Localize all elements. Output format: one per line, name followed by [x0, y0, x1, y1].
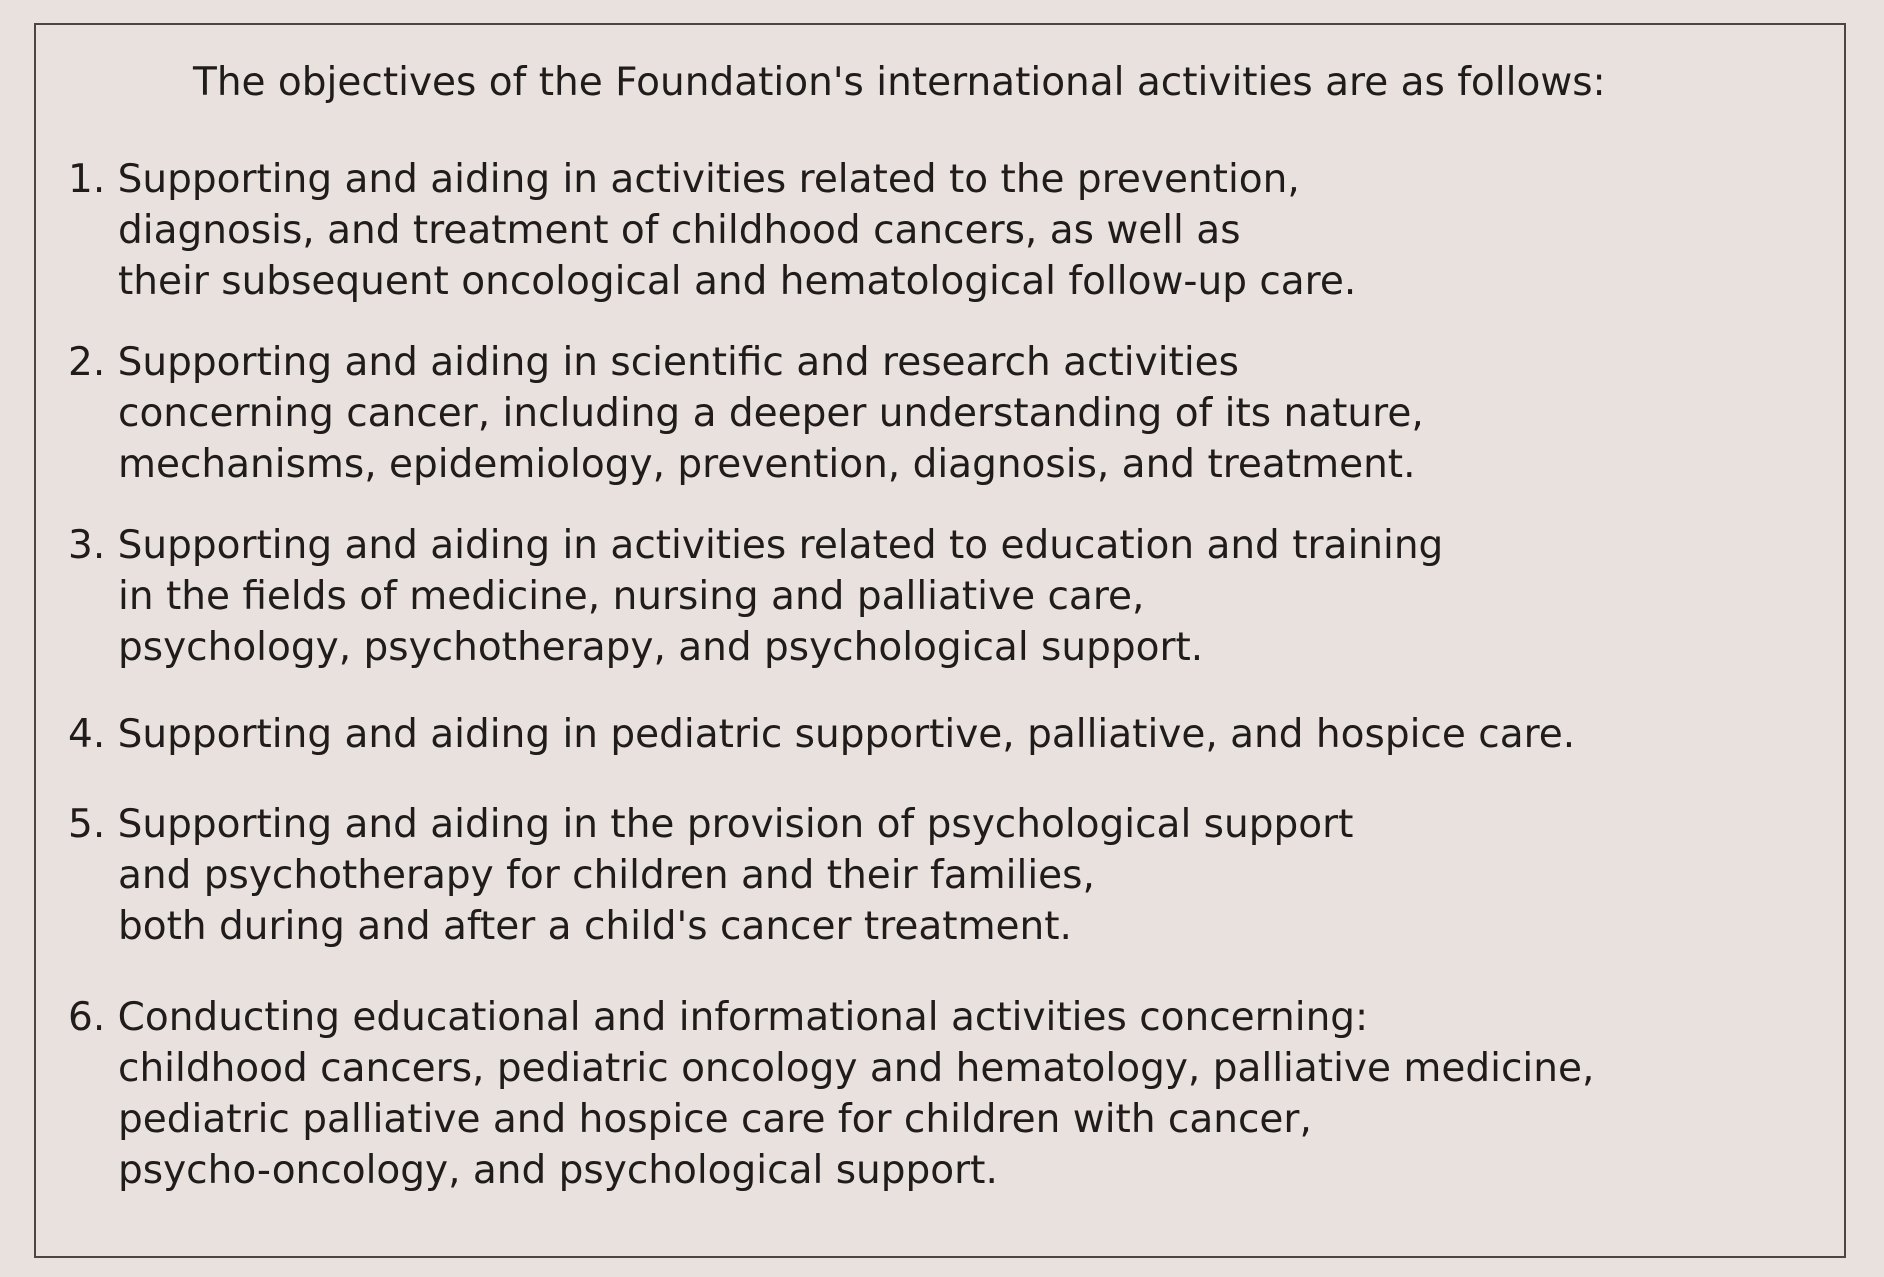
objective-number: 6.: [68, 995, 106, 1040]
objective-text: psychology, psychotherapy, and psychological support.: [118, 625, 1204, 670]
objective-number: 1.: [68, 157, 106, 202]
objective-line: [68, 154, 1356, 205]
objective-number: 5.: [68, 802, 106, 847]
objective-line: [68, 992, 1594, 1043]
objective-text: Supporting and aiding in activities related to education and training: [117, 523, 1444, 568]
objective-line: [68, 337, 1424, 388]
objective-item-6: [68, 992, 1594, 1196]
objective-text: pediatric palliative and hospice care for children with cancer,: [118, 1097, 1312, 1142]
objective-item-5: [68, 799, 1353, 952]
objective-text: and psychotherapy for children and their families,: [118, 853, 1095, 898]
objective-text: concerning cancer, including a deeper understanding of its nature,: [118, 391, 1424, 436]
objective-text: Supporting and aiding in the provision of psychological support: [117, 802, 1354, 847]
objective-text: diagnosis, and treatment of childhood cancers, as well as: [118, 208, 1241, 253]
objective-text: Supporting and aiding in pediatric supportive, palliative, and hospice care.: [117, 712, 1576, 757]
objective-text: Conducting educational and informational activities concerning:: [117, 995, 1369, 1040]
objective-number: 2.: [68, 340, 106, 385]
objective-item-2: [68, 337, 1424, 490]
objective-text: their subsequent oncological and hematological follow-up care.: [118, 259, 1357, 304]
objective-item-1: [68, 154, 1356, 307]
objective-item-3: [68, 520, 1443, 673]
objective-item-4: [68, 709, 1575, 760]
objective-text: Supporting and aiding in scientific and research activities: [117, 340, 1239, 385]
objective-text: mechanisms, epidemiology, prevention, diagnosis, and treatment.: [118, 442, 1416, 487]
objective-number: 4.: [68, 712, 106, 757]
objective-line: [68, 520, 1443, 571]
objective-text: both during and after a child's cancer treatment.: [118, 904, 1072, 949]
objective-line: [68, 799, 1353, 850]
objective-text: in the fields of medicine, nursing and palliative care,: [118, 574, 1145, 619]
objective-line: [68, 709, 1575, 760]
objective-text: Supporting and aiding in activities related to the prevention,: [117, 157, 1300, 202]
page-heading: The objectives of the Foundation's international activities are as follows:: [193, 60, 1606, 105]
objective-text: childhood cancers, pediatric oncology and hematology, palliative medicine,: [118, 1046, 1595, 1091]
objective-text: psycho-oncology, and psychological support.: [118, 1148, 998, 1193]
objective-number: 3.: [68, 523, 106, 568]
